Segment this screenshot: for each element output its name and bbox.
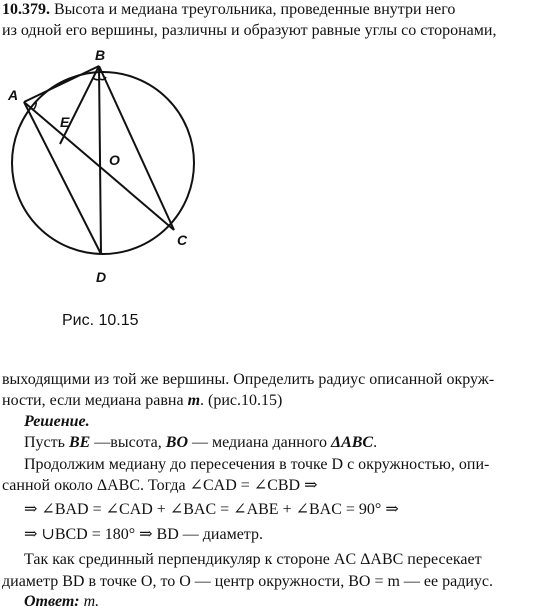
s1-text-c: —высота, <box>90 434 166 451</box>
s1-text-a: Пусть <box>24 434 69 451</box>
figure-10-15 <box>0 45 536 345</box>
problem-line-4 <box>2 392 282 410</box>
s1-text-g: . <box>373 434 378 451</box>
label-B: B <box>95 47 106 63</box>
problem-text-2: из одной его вершины, различны и образуют равные углы со сторонами, <box>2 22 497 39</box>
figure-caption: Рис. 10.15 <box>62 312 139 329</box>
solution-line-3: санной около ΔABC. Тогда ∠CAD = ∠CBD ⇒ <box>2 477 318 494</box>
problem-text-4b: . (рис.10.15) <box>200 392 283 409</box>
solution-line-1 <box>24 434 377 452</box>
answer-line <box>24 593 99 611</box>
problem-line-2 <box>2 22 496 40</box>
s1-BE: BE <box>68 434 91 451</box>
circumcircle <box>12 72 194 254</box>
problem-text-3: выходящими из той же вершины. Определить радиус описанной окруж- <box>2 371 495 388</box>
solution-line-2: Продолжим медиану до пересечения в точке D с окружностью, опи- <box>24 456 490 473</box>
s1-text-e: — медиана данного <box>188 434 332 451</box>
solution-line-7: диаметр BD в точке O, то O — центр окружности, BO = m — ее радиус. <box>2 573 494 590</box>
solution-heading: Решение. <box>24 413 90 430</box>
problem-text-1: Высота и медиана треугольника, проведенные внутри него <box>54 1 456 18</box>
s1-triangle: ΔABC <box>331 434 374 451</box>
label-E: E <box>60 114 70 130</box>
problem-line-3 <box>2 371 494 389</box>
segment-BC <box>99 66 174 230</box>
answer-value: m. <box>79 593 100 610</box>
s1-BO: BO <box>165 434 189 451</box>
solution-line-5: ⇒ ∪BCD = 180° ⇒ BD — диаметр. <box>24 526 263 543</box>
median-symbol: m <box>187 392 201 409</box>
problem-number: 10.379. <box>2 1 50 18</box>
angle-mark-B2 <box>100 77 106 80</box>
label-C: C <box>177 232 188 248</box>
altitude-BE <box>60 66 99 144</box>
problem-line-1 <box>2 1 455 19</box>
label-O: O <box>109 152 120 168</box>
problem-text-4a: ности, если медиана равна <box>2 392 188 409</box>
answer-label: Ответ: <box>24 593 80 610</box>
label-D: D <box>96 269 107 285</box>
segment-AB <box>24 66 99 102</box>
segment-BD <box>99 66 101 254</box>
solution-line-4: ⇒ ∠BAD = ∠CAD + ∠BAC = ∠ABE + ∠BAC = 90° ⇒ <box>24 501 399 518</box>
label-A: A <box>8 87 19 103</box>
solution-line-6: Так как срединный перпендикуляр к стороне AC ΔABC пересекает <box>24 551 482 568</box>
